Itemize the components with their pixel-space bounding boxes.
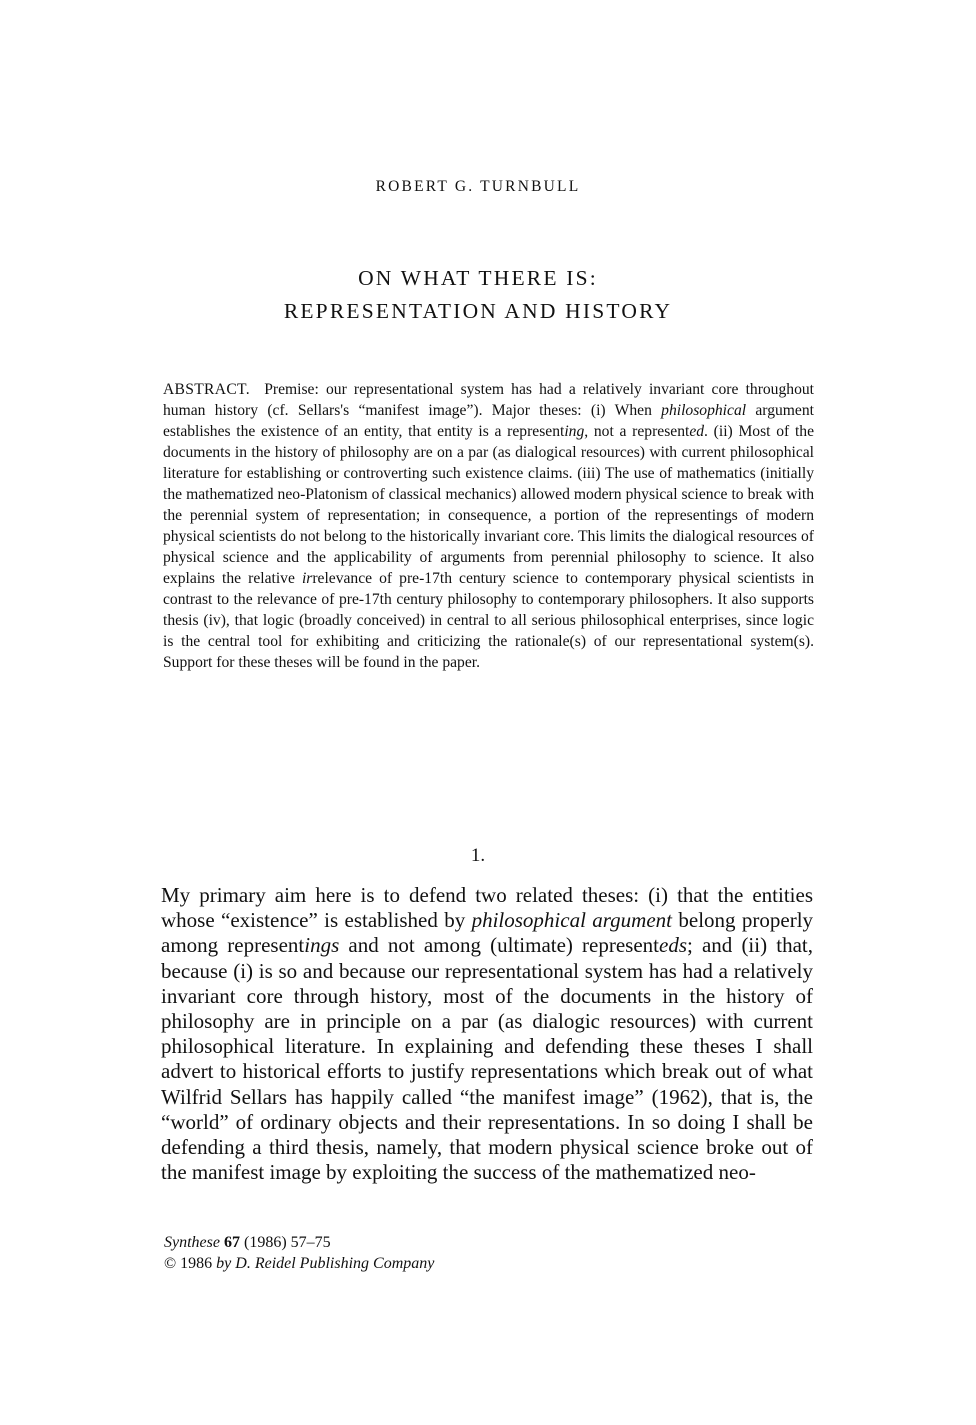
abstract-text-1: Premise: our representational system has had a relatively invariant core throughout human history (cf. Sellars's “manifest image”). Major theses: (i) When (163, 381, 814, 419)
title-line-2: REPRESENTATION AND HISTORY (283, 299, 673, 323)
body-emphasis-1: philosophical argument (471, 908, 672, 933)
body-paragraph (161, 883, 813, 1185)
publisher: by D. Reidel Publishing Company (216, 1255, 435, 1272)
author-name: ROBERT G. TURNBULL (375, 178, 581, 195)
copyright-year: 1986 (180, 1255, 213, 1272)
body-text-4: ; and (ii) that, because (i) is so and because our representational system has had a relatively invariant core through history, most of the documents in the history of philosophy are in principle on a par (as dialogic resources) with current philosophical literature. In explaining and defending these theses I shall advert to historical efforts to justify representations which break out of what Wilfrid Sellars has happily called “the manifest image” (1962), that is, the “world” of ordinary objects and their representations. In so doing I shall be defending a third thesis, namely, that modern physical science broke out of the manifest image by exploiting the success of the mathematized neo- (161, 933, 813, 1185)
footer (164, 1232, 434, 1274)
abstract-emphasis-3: ed (689, 423, 705, 440)
abstract-text-5: relevance of pre-17th century science to contemporary physical scientists in contrast to the relevance of pre-17th century philosophy to contemporary philosophers. It also supports thesis (iv), that logic (broadly conceived) in central to all serious philosophical enterprises, since logic is the central tool for exhibiting and criticizing the rationale(s) of our representational system(s). Support for these theses will be found in the paper. (163, 570, 814, 671)
paper-title (0, 262, 956, 328)
section-number: 1. (470, 845, 486, 866)
abstract-label: ABSTRACT. (163, 381, 250, 398)
title-line-1: ON WHAT THERE IS: (358, 266, 598, 290)
abstract-emphasis-1: philosophical (661, 402, 747, 419)
abstract-emphasis-4: ir (301, 570, 313, 587)
abstract-text-3: , not a represent (584, 423, 690, 440)
journal-name: Synthese (164, 1234, 220, 1251)
body-text-2: belong properly among represent (161, 908, 814, 958)
abstract-text-4: . (ii) Most of the documents in the history of philosophy are on a par (as dialogical resources) with current philosophical literature for establishing or controverting such existence claims. (iii) The use of mathematics (initially the mathematized neo-Platonism of classical mechanics) allowed modern physical science to break with the perennial system of representation; in consequence, a portion of the representings of modern physical scientists do not belong to the historically invariant core. This limits the dialogical resources of physical science and the applicability of arguments from perennial philosophy to science. It also explains the relative (163, 423, 814, 587)
abstract-emphasis-2: ing (564, 423, 585, 440)
body-emphasis-3: eds (659, 933, 688, 958)
journal-pages: (1986) 57–75 (243, 1234, 331, 1251)
copyright-symbol: © (164, 1255, 177, 1272)
abstract (163, 379, 814, 673)
body-text-1: My primary aim here is to defend two related theses: (i) that the entities whose “existence” is established by (161, 883, 813, 933)
body-emphasis-2: ings (304, 933, 340, 958)
abstract-text-2: argument establishes the existence of an entity, that entity is a represent (163, 402, 814, 440)
body-text-3: and not among (ultimate) represent (348, 933, 660, 958)
journal-volume: 67 (223, 1234, 240, 1251)
copyright-line (164, 1253, 434, 1274)
journal-citation (164, 1232, 434, 1253)
